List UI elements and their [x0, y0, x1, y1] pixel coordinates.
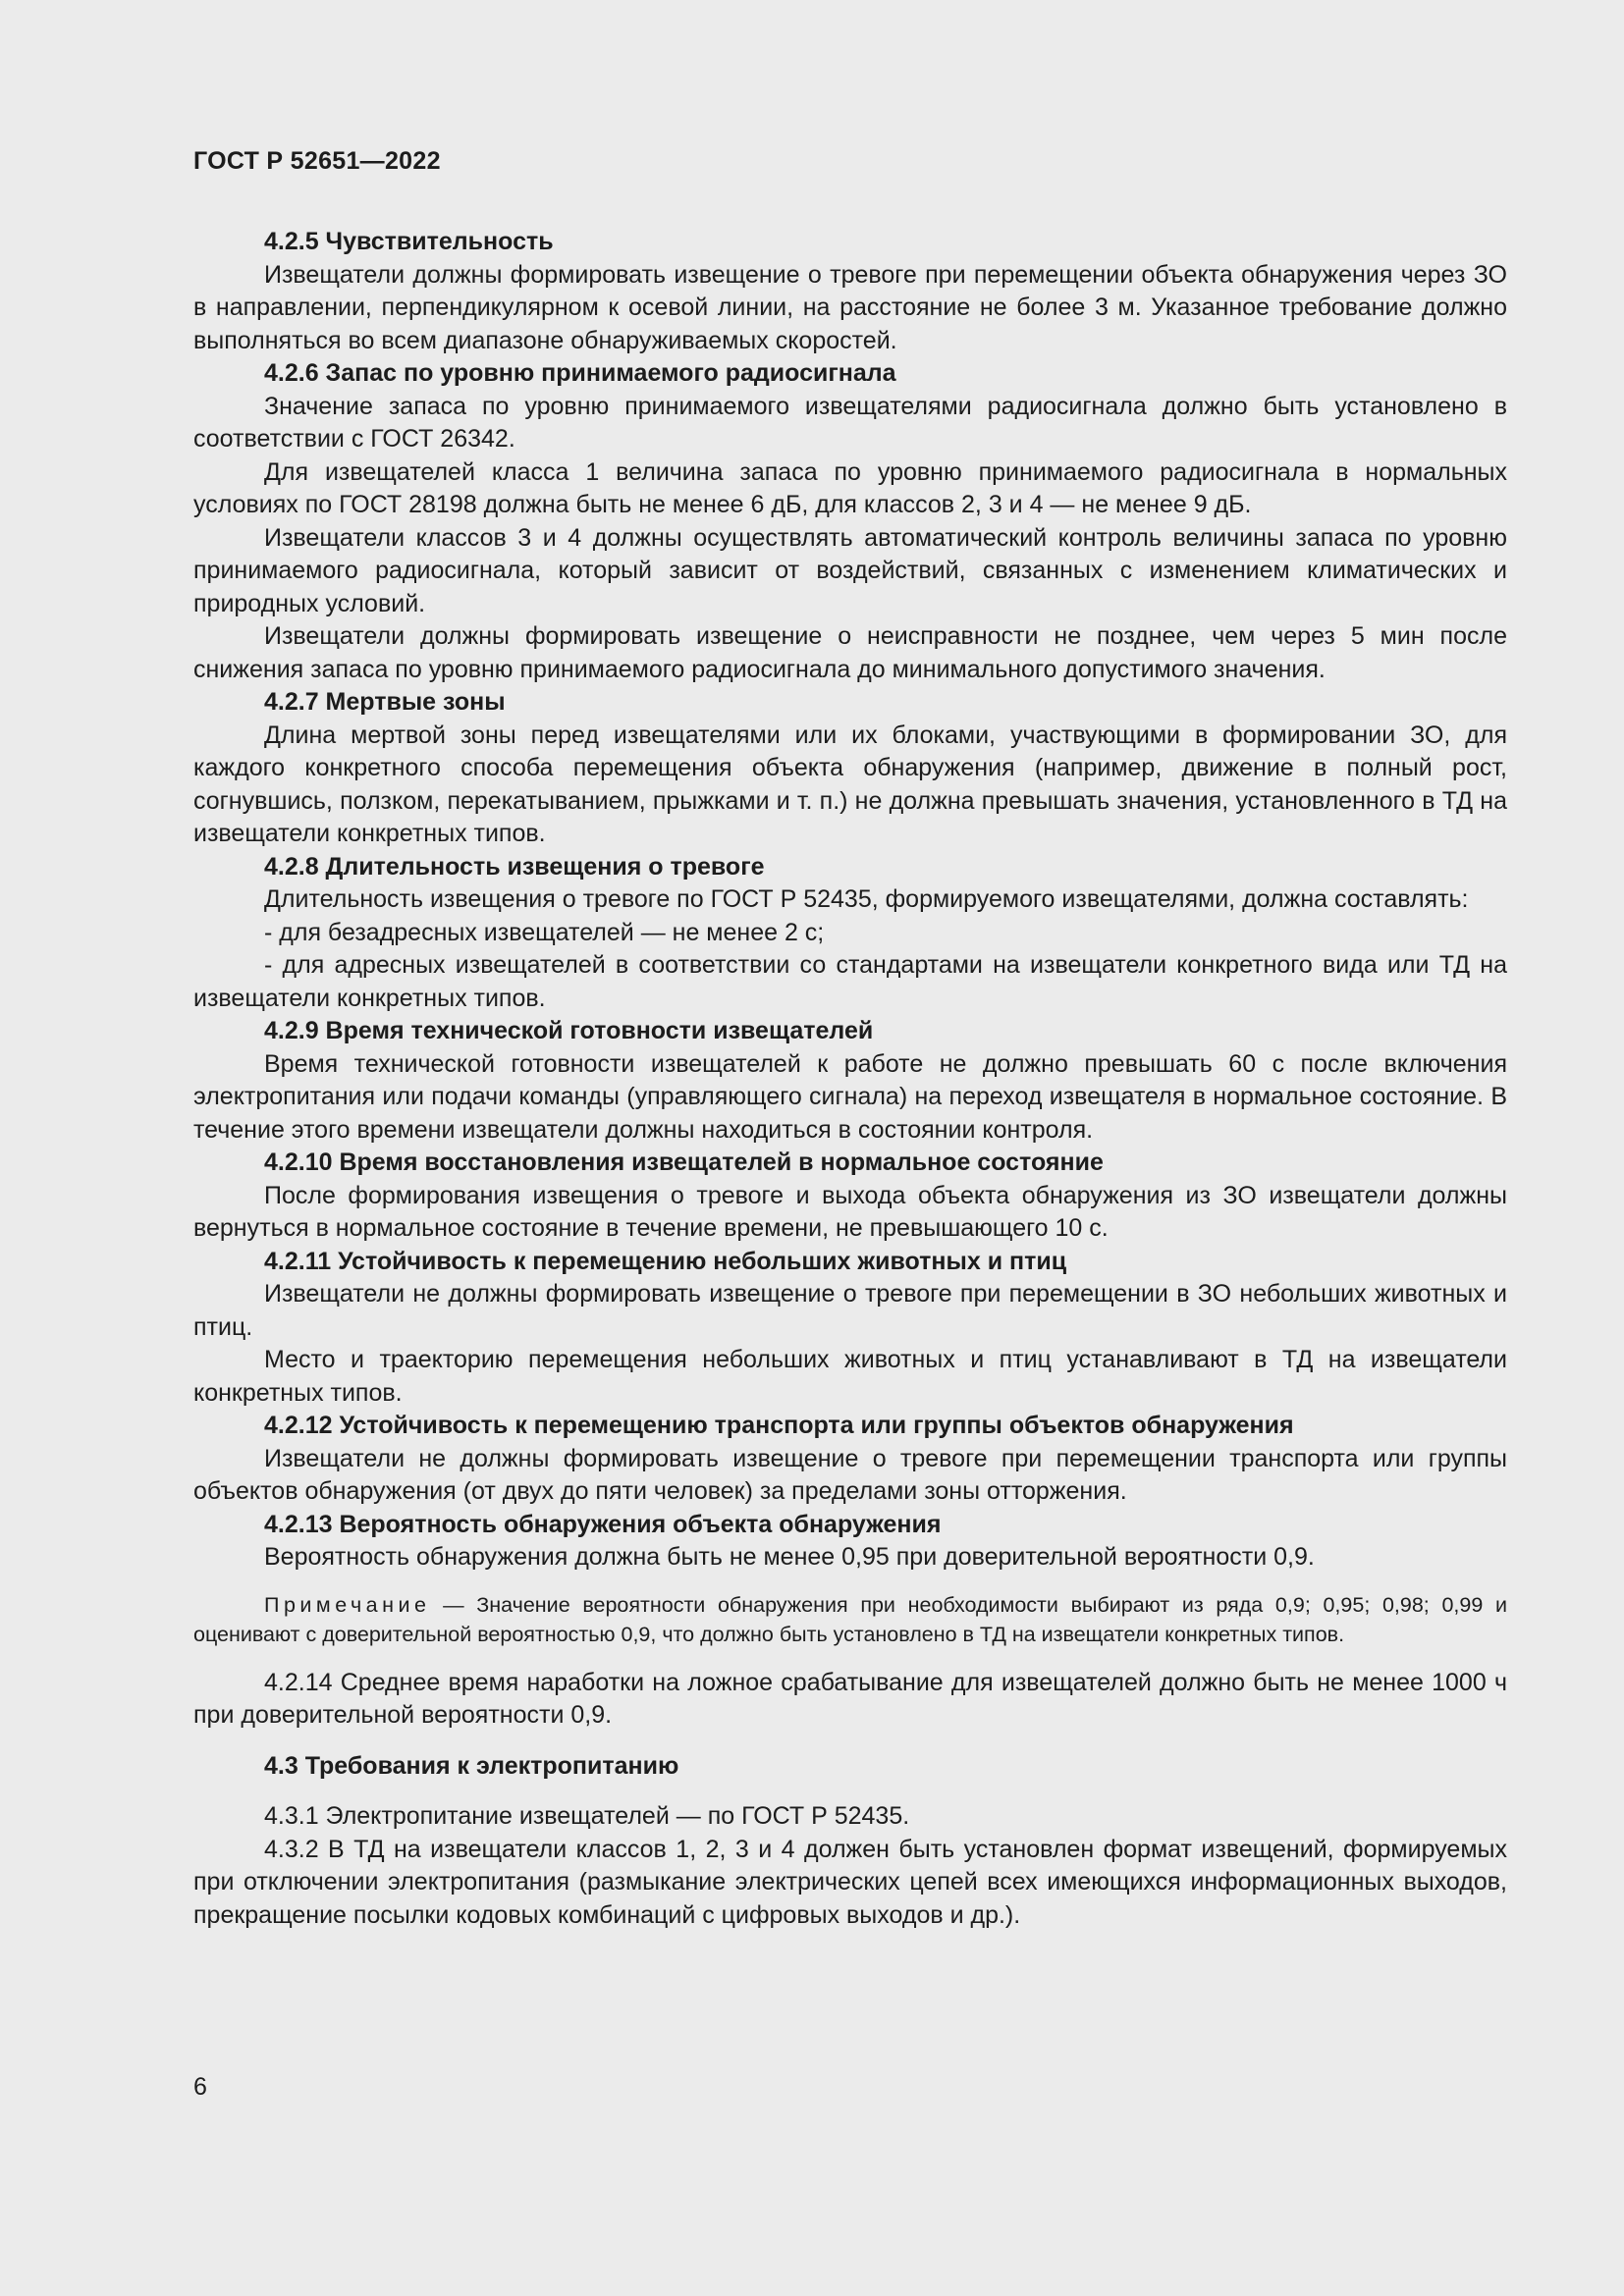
paragraph: Извещатели не должны формировать извещение о тревоге при перемещении транспорта или группы объектов обнаружения (от двух до пяти человек) за пределами зоны отторжения. [193, 1444, 1507, 1505]
section-heading-4-2-9: 4.2.9 Время технической готовности извещателей [264, 1017, 874, 1044]
page-number: 6 [193, 2073, 207, 2101]
paragraph: Извещатели классов 3 и 4 должны осуществлять автоматический контроль величины запаса по уровню принимаемого радиосигнала, который зависит от воздействий, связанных с изменением климатических и природных условий. [193, 523, 1507, 617]
section-heading-4-2-5: 4.2.5 Чувствительность [264, 228, 554, 255]
note-text: — Значение вероятности обнаружения при необходимости выбирают из ряда 0,9; 0,95; 0,98; 0,99 и оценивают с доверительной вероятностью 0,9, что должно быть установлено в ТД на извещатели конкретных типов. [193, 1592, 1507, 1646]
section-heading-4-2-12: 4.2.12 Устойчивость к перемещению транспорта или группы объектов обнаружения [264, 1412, 1294, 1439]
paragraph-4-3-2: 4.3.2 В ТД на извещатели классов 1, 2, 3 и 4 должен быть установлен формат извещений, формируемых при отключении электропитания (размыкание электрических цепей всех имеющихся информационных выходов, прекращение посылки кодовых комбинаций с цифровых выходов и др.). [193, 1835, 1507, 1929]
paragraph: Извещатели должны формировать извещение о неисправности не позднее, чем через 5 мин после снижения запаса по уровню принимаемого радиосигнала до минимального допустимого значения. [193, 622, 1507, 683]
paragraph: Длительность извещения о тревоге по ГОСТ Р 52435, формируемого извещателями, должна составлять: [264, 885, 1469, 913]
section-heading-4-2-8: 4.2.8 Длительность извещения о тревоге [264, 852, 765, 881]
section-heading-4-2-7: 4.2.7 Мертвые зоны [264, 688, 506, 716]
paragraph: Извещатели должны формировать извещение о тревоге при перемещении объекта обнаружения через ЗО в направлении, перпендикулярном к осевой линии, на расстояние не более 3 м. Указанное требование должно выполняться во всем диапазоне обнаруживаемых скоростей. [193, 260, 1507, 354]
note [193, 1590, 1507, 1649]
section-heading-4-3: 4.3 Требования к электропитанию [264, 1751, 679, 1780]
section-heading-4-2-10: 4.2.10 Время восстановления извещателей в нормальное состояние [264, 1148, 1104, 1176]
paragraph: Значение запаса по уровню принимаемого извещателями радиосигнала должно быть установлено в соответствии с ГОСТ 26342. [193, 392, 1507, 453]
document-id-header: ГОСТ Р 52651—2022 [193, 147, 441, 175]
note-label: Примечание [264, 1592, 431, 1617]
paragraph: Время технической готовности извещателей к работе не должно превышать 60 с после включения электропитания или подачи команды (управляющего сигнала) на переход извещателя в нормальное состояние. В течение этого времени извещатели должны находиться в состоянии контроля. [193, 1049, 1507, 1144]
paragraph: Извещатели не должны формировать извещение о тревоге при перемещении в ЗО небольших животных и птиц. [193, 1280, 1507, 1341]
section-heading-4-2-13: 4.2.13 Вероятность обнаружения объекта обнаружения [264, 1510, 942, 1538]
document-body [193, 226, 1507, 1932]
paragraph: После формирования извещения о тревоге и выхода объекта обнаружения из ЗО извещатели должны вернуться в нормальное состояние в течение времени, не превышающего 10 с. [193, 1181, 1507, 1242]
list-item: - для безадресных извещателей — не менее 2 с; [264, 918, 825, 946]
paragraph: Место и траекторию перемещения небольших животных и птиц устанавливают в ТД на извещатели конкретных типов. [193, 1346, 1507, 1407]
section-heading-4-2-11: 4.2.11 Устойчивость к перемещению небольших животных и птиц [264, 1247, 1067, 1275]
section-heading-4-2-6: 4.2.6 Запас по уровню принимаемого радиосигнала [264, 359, 896, 387]
paragraph-4-2-14: 4.2.14 Среднее время наработки на ложное срабатывание для извещателей должно быть не менее 1000 ч при доверительной вероятности 0,9. [193, 1668, 1507, 1729]
paragraph: Для извещателей класса 1 величина запаса по уровню принимаемого радиосигнала в нормальных условиях по ГОСТ 28198 должна быть не менее 6 дБ, для классов 2, 3 и 4 — не менее 9 дБ. [193, 457, 1507, 518]
paragraph-4-3-1: 4.3.1 Электропитание извещателей — по ГОСТ Р 52435. [264, 1802, 910, 1830]
paragraph: Длина мертвой зоны перед извещателями или их блоками, участвующими в формировании ЗО, для каждого конкретного способа перемещения объекта обнаружения (например, движение в полный рост, согнувшись, ползком, перекатыванием, прыжками и т. п.) не должна превышать значения, установленного в ТД на извещатели конкретных типов. [193, 721, 1507, 847]
paragraph: Вероятность обнаружения должна быть не менее 0,95 при доверительной вероятности 0,9. [264, 1543, 1315, 1571]
list-item: - для адресных извещателей в соответствии со стандартами на извещатели конкретного вида или ТД на извещатели конкретных типов. [193, 951, 1507, 1012]
